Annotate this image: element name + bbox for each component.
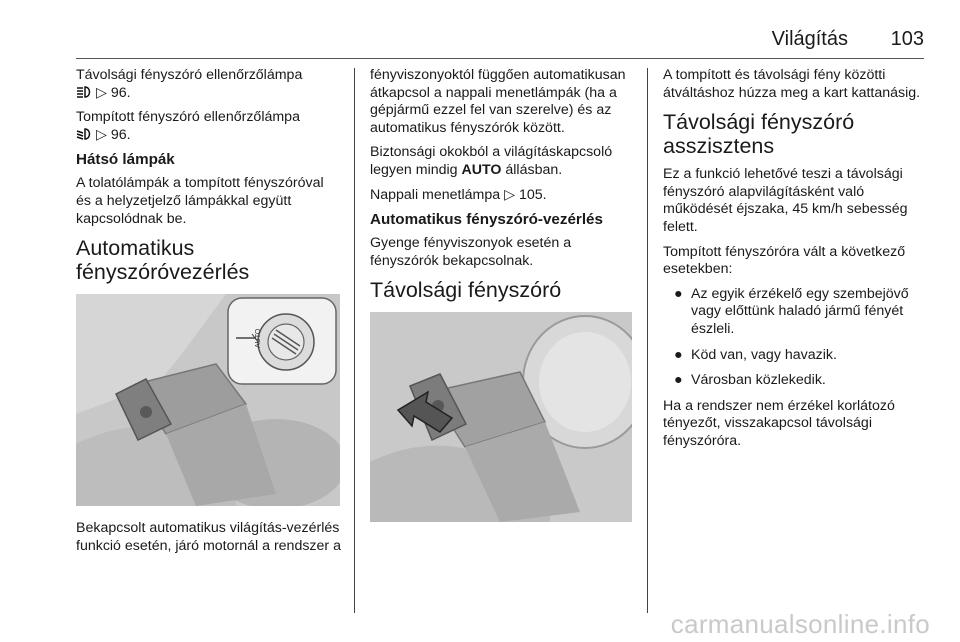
bullet-icon: ● [674, 372, 683, 389]
daytime-lamp-reference: Nappali menetlámpa ▷ 105. [370, 186, 547, 203]
page-ref-arrow-icon: ▷ [95, 126, 107, 143]
revert-paragraph: Ha a rendszer nem érzékel korlátozó tényezőt, visszakapcsol távolsági fényszóróra. [663, 397, 895, 449]
auto-keyword: AUTO [461, 161, 502, 178]
column-2 [370, 67, 632, 536]
auto-headlight-heading: Automatikus fényszóró-vezérlés [370, 211, 603, 229]
list-item: ● Városban közlekedik. [674, 372, 826, 389]
safety-paragraph: Biztonsági okokból a világításkapcsoló legyen mindig AUTO állásban. [370, 144, 613, 178]
auto-light-caption: Bekapcsolt automatikus világítás-vezérlés funkció esetén, járó motornál a rendszer a [76, 520, 341, 554]
assist-function-paragraph: Ez a funkció lehetővé teszi a távolsági fényszóró alapvilágításként való működését éjszaka, 45 km/h sebesség felett. [663, 166, 908, 235]
auto-switching-paragraph: fényviszonyoktól függően automatikusan átkapcsol a nappali menetlámpák (ha a gépjármű ezzel fel van szerelve) és az automatikus fényszórók között. [370, 67, 626, 136]
page-ref[interactable]: 96. [110, 126, 131, 143]
section-title: Világítás [771, 28, 848, 50]
list-item: ● Köd van, vagy havazik. [674, 346, 837, 363]
column-divider [354, 68, 355, 613]
low-beam-indicator-paragraph: Tompított fényszóró ellenőrzőlámpa ▷ 96. [76, 109, 300, 143]
bullet-icon: ● [674, 346, 683, 363]
bullet-icon: ● [674, 285, 683, 302]
page-ref-arrow-icon: ▷ [95, 84, 107, 101]
switch-position-label: AUTO [255, 328, 262, 349]
page-header [0, 22, 960, 52]
header-rule [76, 58, 924, 59]
high-beam-lever-illustration [370, 312, 632, 522]
column-3 [663, 67, 928, 458]
page-ref[interactable]: 105. [518, 186, 547, 203]
rear-lamps-paragraph: A tolatólámpák a tompított fényszóróval és a helyzetjelző lámpákkal együtt kapcsolódnak be. [76, 175, 324, 227]
rear-lamps-heading: Hátsó lámpák [76, 151, 175, 169]
column-divider [647, 68, 648, 613]
low-beam-cases-paragraph: Tompított fényszóróra vált a következő esetekben: [663, 243, 906, 278]
column-1 [76, 67, 341, 562]
auto-light-control-heading: Automatikus fényszóróvezérlés [76, 236, 250, 285]
page-number: 103 [890, 28, 924, 50]
high-beam-icon [76, 86, 92, 98]
low-beam-icon [76, 128, 92, 140]
page-ref-arrow-icon: ▷ [504, 186, 516, 203]
high-beam-indicator-paragraph: Távolsági fényszóró ellenőrzőlámpa ▷ 96. [76, 67, 303, 101]
page-ref[interactable]: 96. [110, 84, 131, 101]
low-light-paragraph: Gyenge fényviszonyok esetén a fényszórók bekapcsolnak. [370, 235, 572, 269]
conditions-list [663, 286, 928, 390]
light-switch-illustration [76, 294, 340, 506]
list-item: ● Az egyik érzékelő egy szembejövő vagy előttünk haladó jármű fényét észleli. [674, 285, 909, 337]
high-beam-heading: Távolsági fényszóró [370, 278, 562, 303]
high-beam-assist-heading: Távolsági fényszóró asszisztens [663, 110, 855, 159]
watermark: carmanualsonline.info [670, 609, 930, 639]
beam-switch-paragraph: A tompított és távolsági fény közötti átváltáshoz húzza meg a kart kattanásig. [663, 67, 921, 101]
